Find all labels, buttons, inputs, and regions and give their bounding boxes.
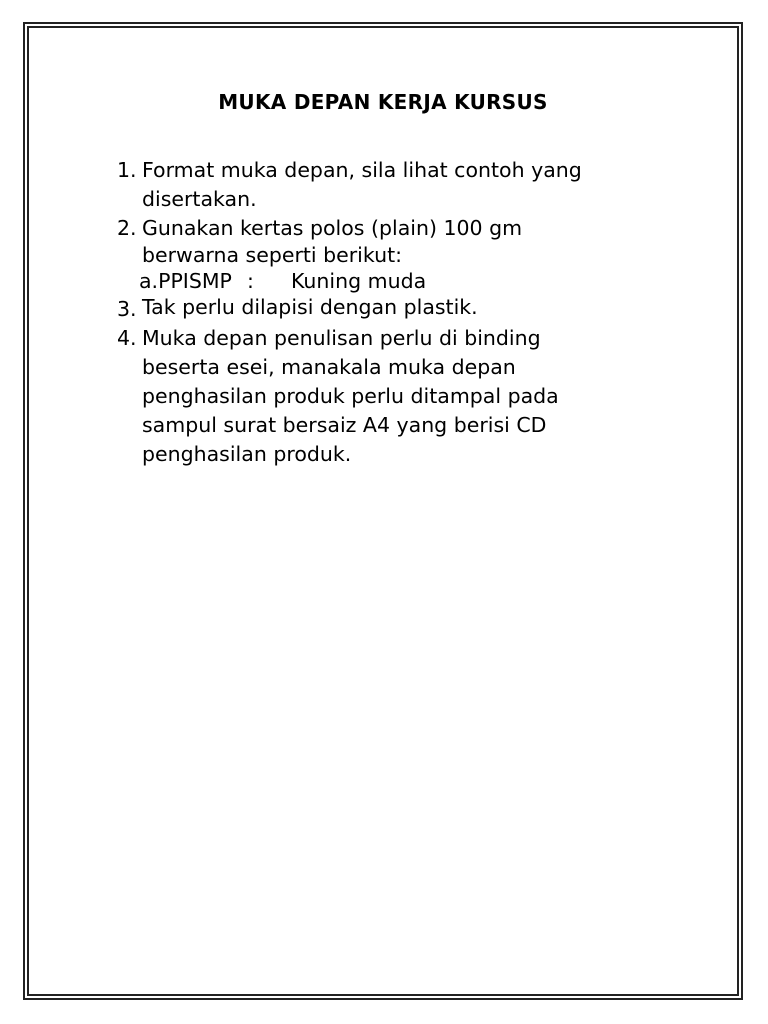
item-number: 1. xyxy=(117,158,137,182)
item-text xyxy=(142,214,677,268)
sub-item-label: a.PPISMP xyxy=(139,269,232,293)
item-line: berwarna seperti berikut: xyxy=(142,243,403,267)
sub-item-value: Kuning muda xyxy=(291,269,427,293)
list-item-1 xyxy=(117,156,677,214)
list-item-4 xyxy=(117,324,677,469)
item-text xyxy=(142,324,677,469)
item-text xyxy=(142,295,677,324)
item-line: disertakan. xyxy=(142,187,257,211)
item-line: penghasilan produk. xyxy=(142,442,352,466)
page-title: MUKA DEPAN KERJA KURSUS xyxy=(218,90,548,114)
list-item-3 xyxy=(117,295,677,324)
item-line: sampul surat bersaiz A4 yang berisi CD xyxy=(142,413,547,437)
item-line: Format muka depan, sila lihat contoh yang xyxy=(142,158,582,182)
item-line: beserta esei, manakala muka depan xyxy=(142,355,516,379)
page-border xyxy=(27,26,739,996)
item-line: Tak perlu dilapisi dengan plastik. xyxy=(142,295,478,319)
item-line: Muka depan penulisan perlu di binding xyxy=(142,326,541,350)
sub-item-a xyxy=(117,268,677,295)
item-number: 4. xyxy=(117,326,137,350)
item-line: penghasilan produk perlu ditampal pada xyxy=(142,384,559,408)
item-text xyxy=(142,156,677,214)
item-number: 3. xyxy=(117,297,137,321)
instruction-list xyxy=(117,156,677,469)
sub-item-separator: : xyxy=(247,269,254,293)
item-number: 2. xyxy=(117,216,137,240)
item-line: Gunakan kertas polos (plain) 100 gm xyxy=(142,216,523,240)
list-item-2 xyxy=(117,214,677,268)
